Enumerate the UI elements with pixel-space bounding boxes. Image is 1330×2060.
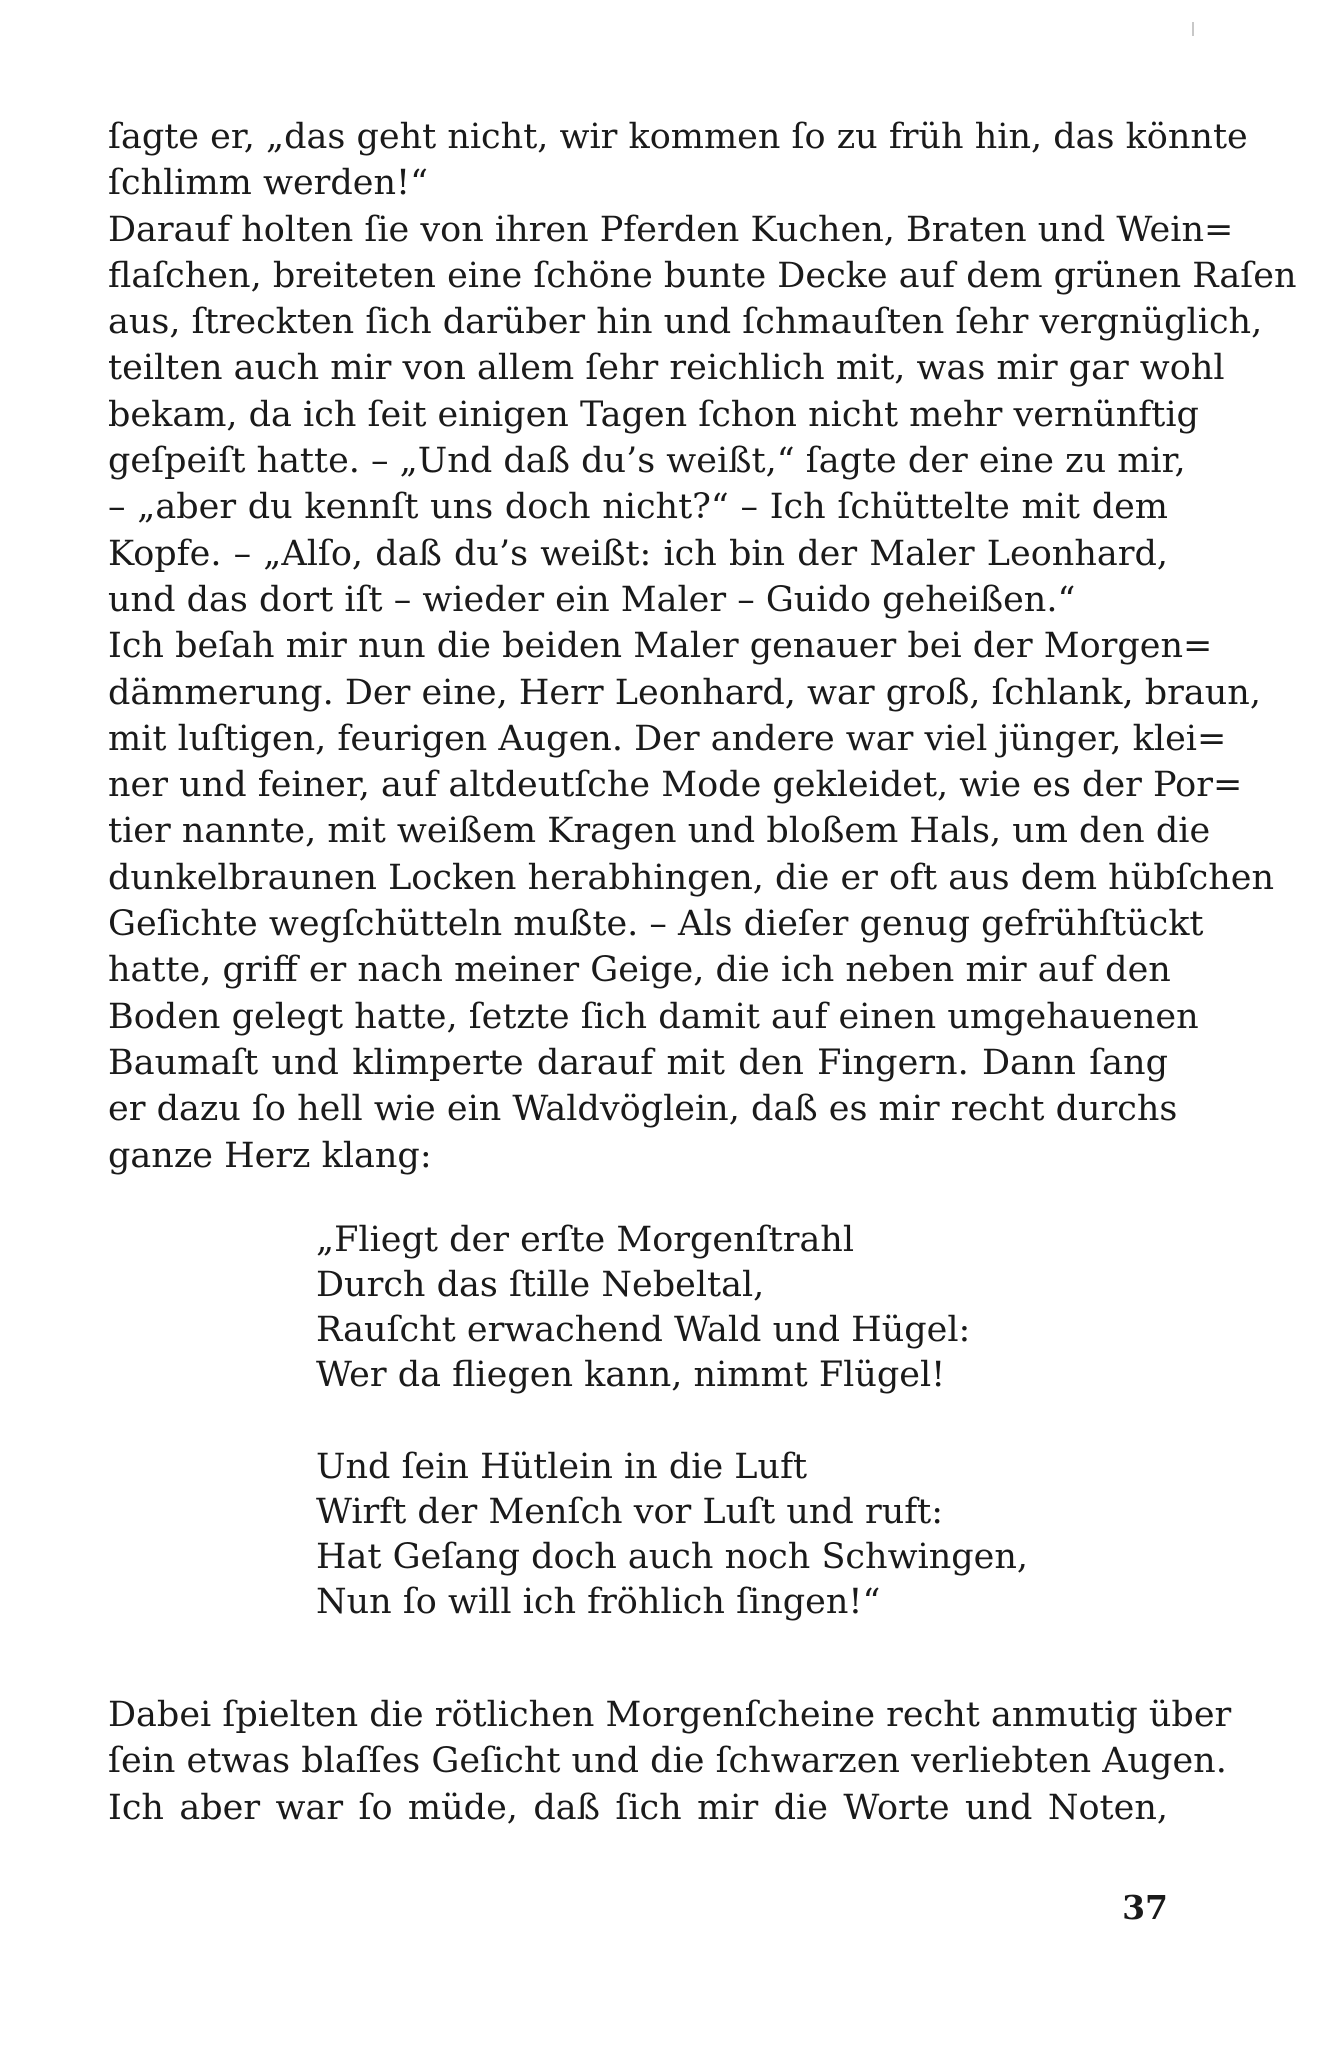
verse-1-line: „Fliegt der erſte Morgenſtrahl <box>316 1220 855 1260</box>
prose-top-line: bekam, da ich ſeit einigen Tagen ſchon nicht mehr vernünftig <box>108 394 1199 435</box>
scan-mark <box>1192 22 1194 36</box>
prose-top-line: mit luſtigen, feurigen Augen. Der andere war viel jünger, klei= <box>108 718 1227 759</box>
prose-top-line: dämmerung. Der eine, Herr Leonhard, war groß, ſchlank, braun, <box>108 672 1261 713</box>
prose-top-line: ſchlimm werden!“ <box>108 163 429 204</box>
verse-2-line: Hat Geſang doch auch noch Schwingen, <box>316 1537 1029 1577</box>
verse-2-line: Wirft der Menſch vor Luſt und ruft: <box>316 1492 944 1532</box>
prose-top-line: Baumaſt und klimperte darauf mit den Fingern. Dann ſang <box>108 1042 1168 1083</box>
prose-top-line: und das dort iſt – wieder ein Maler – Guido geheißen.“ <box>108 579 1076 620</box>
prose-top-line: hatte, griff er nach meiner Geige, die ich neben mir auf den <box>108 950 1171 991</box>
prose-top-line: aus, ſtreckten ſich darüber hin und ſchmauſten ſehr vergnüglich, <box>108 302 1263 343</box>
verse-1-line: Rauſcht erwachend Wald und Hügel: <box>316 1310 971 1350</box>
prose-top-line: tier nannte, mit weißem Kragen und bloßem Hals, um den die <box>108 811 1211 852</box>
prose-top-line: er dazu ſo hell wie ein Waldvöglein, daß es mir recht durchs <box>108 1089 1178 1130</box>
prose-top-line: Kopfe. – „Alſo, daß du’s weißt: ich bin der Maler Leonhard, <box>108 533 1168 574</box>
prose-top-line: Ich beſah mir nun die beiden Maler genauer bei der Morgen= <box>108 626 1213 667</box>
prose-bottom-line: ſein etwas blaſſes Geſicht und die ſchwarzen verliebten Augen. <box>108 1741 1227 1782</box>
verse-2-line: Nun ſo will ich fröhlich ſingen!“ <box>316 1582 881 1622</box>
prose-bottom-line: Dabei ſpielten die rötlichen Morgenſcheine recht anmutig über <box>108 1695 1232 1735</box>
prose-paragraphs-top <box>108 114 1297 1179</box>
prose-top-line: geſpeiſt hatte. – „Und daß du’s weißt,“ ſagte der eine zu mir, <box>108 441 1186 482</box>
verse-1-line: Wer da fliegen kann, nimmt Flügel! <box>316 1355 946 1395</box>
prose-top-line: ner und feiner, auf altdeutſche Mode gekleidet, wie es der Por= <box>108 765 1243 806</box>
prose-top-line: Darauf holten ſie von ihren Pferden Kuchen, Braten und Wein= <box>108 209 1234 250</box>
prose-top-line: flaſchen, breiteten eine ſchöne bunte Decke auf dem grünen Raſen <box>108 255 1297 296</box>
prose-bottom-line: Ich aber war ſo müde, daß ſich mir die Worte und Noten, <box>108 1787 1168 1828</box>
prose-top-line: teilten auch mir von allem ſehr reichlich mit, was mir gar wohl <box>108 348 1225 389</box>
verse-stanza-1 <box>316 1218 970 1398</box>
prose-top-line: Boden gelegt hatte, ſetzte ſich damit auf einen umgehauenen <box>108 996 1199 1037</box>
verse-2-line: Und ſein Hütlein in die Luft <box>316 1447 808 1487</box>
prose-top-line: – „aber du kennſt uns doch nicht?“ – Ich ſchüttelte mit dem <box>108 487 1168 528</box>
verse-stanza-2 <box>316 1445 1028 1625</box>
prose-top-line: ſagte er, „das geht nicht, wir kommen ſo zu früh hin, das könnte <box>108 117 1248 157</box>
verse-1-line: Durch das ſtille Nebeltal, <box>316 1265 765 1305</box>
prose-paragraph-bottom <box>108 1692 1232 1831</box>
prose-top-line: ganze Herz klang: <box>108 1135 432 1176</box>
page-number: 37 <box>1122 1888 1168 1927</box>
prose-top-line: dunkelbraunen Locken herabhingen, die er oft aus dem hübſchen <box>108 857 1275 898</box>
prose-top-line: Geſichte wegſchütteln mußte. – Als dieſer genug gefrühſtückt <box>108 904 1204 945</box>
